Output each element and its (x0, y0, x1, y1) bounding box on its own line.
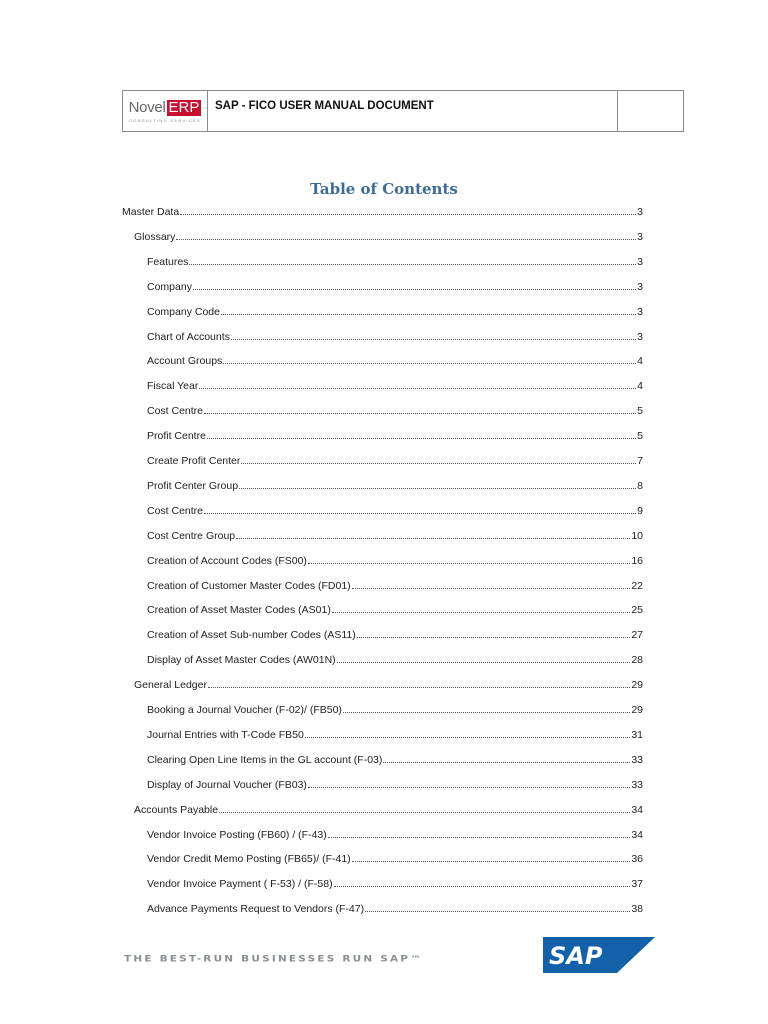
sap-logo-text: SAP (549, 942, 603, 970)
toc-leader-dots (343, 711, 630, 713)
novelerp-logo (123, 91, 208, 131)
toc-entry[interactable] (147, 899, 643, 915)
toc-entry[interactable] (147, 526, 643, 542)
toc-heading: Table of Contents (310, 180, 458, 198)
toc-entry-page: 7 (637, 455, 643, 467)
toc-entry-page: 3 (637, 330, 643, 343)
toc-entry-page: 27 (631, 629, 643, 642)
toc-leader-dots (221, 313, 636, 315)
toc-entry[interactable] (147, 302, 643, 318)
toc-entry[interactable] (147, 600, 643, 616)
toc-entry-page: 3 (637, 206, 643, 218)
toc-entry-label: General Ledger (134, 679, 207, 692)
toc-entry-page: 10 (631, 529, 643, 542)
toc-leader-dots (180, 213, 636, 215)
toc-entry-label: Creation of Customer Master Codes (FD01) (147, 579, 351, 592)
toc-entry[interactable] (147, 476, 643, 492)
toc-entry-page: 31 (631, 728, 643, 741)
toc-leader-dots (236, 537, 630, 539)
toc-entry[interactable] (147, 426, 643, 442)
toc-entry[interactable] (147, 252, 643, 268)
toc-leader-dots (352, 860, 631, 862)
toc-leader-dots (241, 462, 636, 464)
toc-entry[interactable] (134, 227, 643, 243)
toc-entry-page: 37 (631, 878, 643, 891)
toc-entry-page: 28 (631, 654, 643, 667)
toc-entry-page: 33 (631, 778, 643, 791)
toc-entry[interactable] (147, 700, 643, 716)
toc-entry[interactable] (147, 825, 643, 841)
toc-entry-page: 38 (631, 903, 643, 916)
sap-logo (543, 937, 655, 973)
toc-leader-dots (357, 636, 631, 638)
toc-entry[interactable] (147, 551, 643, 567)
toc-entry[interactable] (147, 849, 643, 865)
toc-entry-page: 8 (637, 479, 643, 492)
toc-entry[interactable] (147, 625, 643, 641)
toc-entry[interactable] (147, 401, 643, 417)
toc-entry-page: 25 (631, 604, 643, 617)
toc-entry[interactable] (134, 675, 643, 691)
toc-entry[interactable] (147, 351, 643, 367)
logo-novel-text: Novel (128, 98, 166, 116)
toc-entry-label: Fiscal Year (147, 380, 199, 393)
toc-entry[interactable] (147, 277, 643, 293)
document-title: SAP - FICO USER MANUAL DOCUMENT (208, 91, 618, 131)
logo-subtitle: CONSULTING SERVICES (129, 117, 201, 123)
toc-leader-dots (176, 238, 636, 240)
toc-entry[interactable] (147, 750, 643, 766)
toc-leader-dots (207, 437, 636, 439)
toc-leader-dots (189, 263, 636, 265)
toc-leader-dots (383, 761, 630, 763)
toc-leader-dots (305, 736, 631, 738)
toc-leader-dots (208, 686, 630, 688)
toc-entry[interactable] (147, 650, 643, 666)
toc-entry-label: Creation of Account Codes (FS00) (147, 554, 307, 567)
toc-entry-page: 3 (637, 305, 643, 318)
toc-leader-dots (219, 811, 630, 813)
toc-entry[interactable] (147, 376, 643, 392)
toc-entry-label: Clearing Open Line Items in the GL account (F-03) (147, 753, 383, 766)
toc-entry-page: 3 (637, 280, 643, 293)
toc-entry-label: Creation of Asset Sub-number Codes (AS11) (147, 629, 356, 642)
toc-leader-dots (365, 910, 630, 912)
toc-entry[interactable] (147, 874, 643, 890)
toc-entry-label: Advance Payments Request to Vendors (F-47) (147, 903, 365, 916)
toc-entry[interactable] (147, 576, 643, 592)
toc-entry-label: Creation of Asset Master Codes (AS01) (147, 604, 331, 617)
toc-entry-page: 9 (637, 504, 643, 517)
toc-entry-page: 16 (631, 554, 643, 567)
toc-entry[interactable] (147, 501, 643, 517)
toc-entry-label: Vendor Invoice Payment ( F-53) / (F-58) (147, 878, 333, 891)
toc-entry-page: 3 (637, 255, 643, 268)
toc-entry-label: Account Groups (147, 355, 223, 368)
toc-entry-label: Cost Centre (147, 405, 204, 418)
toc-entry-label: Cost Centre Group (147, 529, 236, 542)
toc-entry-page: 22 (631, 579, 643, 592)
toc-entry-page: 34 (631, 803, 643, 816)
toc-leader-dots (308, 786, 630, 788)
toc-entry-label: Master Data (122, 206, 180, 218)
header-blank-cell (618, 91, 683, 131)
toc-entry-label: Create Profit Center (147, 455, 241, 467)
toc-leader-dots (231, 338, 636, 340)
toc-leader-dots (352, 587, 631, 589)
toc-entry-label: Glossary (134, 230, 176, 243)
toc-entry[interactable] (147, 725, 643, 741)
toc-entry-label: Features (147, 255, 189, 268)
toc-entry-label: Display of Journal Voucher (FB03) (147, 778, 307, 791)
toc-entry-label: Accounts Payable (134, 803, 219, 816)
toc-entry-label: Company (147, 280, 192, 293)
toc-leader-dots (239, 487, 636, 489)
toc-entry-label: Vendor Credit Memo Posting (FB65)/ (F-41) (147, 853, 351, 866)
toc-entry-page: 36 (631, 853, 643, 866)
toc-entry-page: 29 (631, 704, 643, 716)
toc-entry[interactable] (134, 800, 643, 816)
toc-leader-dots (308, 562, 630, 564)
toc-leader-dots (337, 661, 631, 663)
toc-entry-label: Booking a Journal Voucher (F-02)/ (FB50) (147, 704, 342, 716)
toc-entry-page: 4 (637, 355, 643, 368)
toc-leader-dots (334, 885, 631, 887)
toc-entry-page: 5 (637, 430, 643, 443)
toc-leader-dots (204, 512, 636, 514)
toc-entry[interactable] (122, 202, 643, 218)
toc-entry-label: Cost Centre (147, 504, 204, 517)
logo-erp-text: ERP (168, 98, 200, 116)
toc-entry-label: Profit Center Group (147, 479, 239, 492)
toc-entry-page: 33 (631, 753, 643, 766)
toc-leader-dots (199, 387, 636, 389)
toc-entry-label: Profit Centre (147, 430, 206, 443)
toc-entry-page: 5 (637, 405, 643, 418)
toc-leader-dots (328, 836, 631, 838)
document-header (122, 90, 684, 132)
toc-entry-page: 34 (631, 828, 643, 841)
toc-entry[interactable] (147, 451, 643, 467)
toc-entry-label: Vendor Invoice Posting (FB60) / (F-43) (147, 828, 327, 841)
toc-entry-label: Display of Asset Master Codes (AW01N) (147, 654, 336, 667)
toc-entry[interactable] (147, 775, 643, 791)
footer-slogan: THE BEST-RUN BUSINESSES RUN SAP™ (124, 954, 423, 964)
toc-entry-page: 29 (631, 679, 643, 692)
toc-entry[interactable] (147, 327, 643, 343)
toc-entry-label: Journal Entries with T-Code FB50 (147, 728, 304, 741)
toc-leader-dots (193, 288, 636, 290)
toc-entry-page: 3 (637, 230, 643, 243)
toc-leader-dots (204, 412, 636, 414)
toc-leader-dots (223, 362, 636, 364)
toc-entry-label: Chart of Accounts (147, 330, 230, 343)
toc-entry-label: Company Code (147, 305, 220, 318)
toc-leader-dots (332, 611, 630, 613)
toc-entry-page: 4 (637, 380, 643, 393)
